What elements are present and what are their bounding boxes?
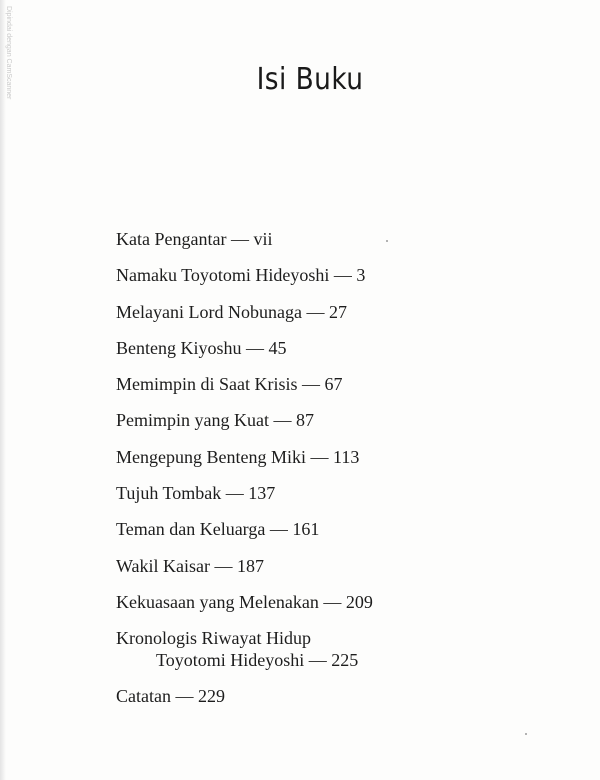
toc-entry-page: 27: [328, 301, 347, 322]
scanner-watermark-text: Dipindai dengan CamScanner: [5, 6, 12, 100]
toc-entry: Kekuasaan yang Melenakan — 209: [116, 591, 373, 612]
toc-entry-title: Benteng Kiyoshu: [116, 337, 242, 358]
toc-entry-page: 187: [237, 555, 265, 576]
toc-entry: Mengepung Benteng Miki — 113: [116, 446, 360, 467]
toc-entry-continuation: Toyotomi Hideyoshi — 225: [156, 650, 359, 671]
toc-entry-title: Memimpin di Saat Krisis: [116, 374, 298, 395]
toc-entry-page: 229: [197, 686, 225, 707]
page-title: Isi Buku: [256, 62, 364, 97]
toc-entry: Wakil Kaisar — 187: [116, 555, 265, 576]
toc-entry: Melayani Lord Nobunaga — 27: [116, 301, 347, 322]
toc-entry: Catatan — 229: [116, 686, 225, 707]
scan-speck: [525, 733, 527, 735]
toc-entry: Tujuh Tombak — 137: [116, 483, 276, 504]
toc-entry: Teman dan Keluarga — 161: [116, 519, 320, 540]
scanner-watermark: [2, 6, 14, 116]
toc-entry-title: Wakil Kaisar: [116, 555, 211, 576]
toc-entry-title: Kekuasaan yang Melenakan: [116, 591, 319, 612]
toc-entry: Memimpin di Saat Krisis — 67: [116, 374, 343, 395]
toc-entry-page: 161: [292, 519, 320, 540]
toc-entry-title: Pemimpin yang Kuat: [116, 410, 269, 431]
toc-entry: [116, 627, 556, 685]
toc-entry-title: Melayani Lord Nobunaga: [116, 301, 302, 322]
toc-entry-page: 225: [331, 650, 359, 671]
toc-entry-page: 113: [332, 446, 360, 467]
toc-entry-page: 209: [345, 591, 373, 612]
scan-left-edge: [0, 0, 6, 780]
toc-entry-title: Tujuh Tombak: [116, 483, 222, 504]
toc-entry: Kata Pengantar — vii: [116, 229, 273, 249]
toc-entry-page: vii: [253, 229, 273, 249]
scan-speck: [386, 240, 388, 242]
toc-entry-title-line1: Kronologis Riwayat Hidup: [116, 628, 311, 649]
toc-entry-title: Mengepung Benteng Miki: [116, 446, 306, 467]
toc-entry-title: Teman dan Keluarga: [116, 519, 266, 540]
toc-entry-title-line2: Toyotomi Hideyoshi: [156, 650, 305, 671]
toc-entry-title: Kata Pengantar: [116, 229, 227, 249]
toc-entry-page: 137: [248, 483, 276, 504]
toc-entry-page: 67: [324, 374, 343, 395]
toc-entry-page: 87: [295, 410, 314, 431]
toc-entry: Namaku Toyotomi Hideyoshi — 3: [116, 265, 366, 286]
toc-entry-title: Namaku Toyotomi Hideyoshi: [116, 265, 330, 286]
toc-entry-page: 45: [268, 337, 287, 358]
toc-entry-page: 3: [356, 265, 366, 286]
table-of-contents: [116, 228, 556, 722]
toc-entry: Pemimpin yang Kuat — 87: [116, 410, 314, 431]
toc-entry-title: Catatan: [116, 686, 171, 707]
toc-entry: Benteng Kiyoshu — 45: [116, 337, 287, 358]
